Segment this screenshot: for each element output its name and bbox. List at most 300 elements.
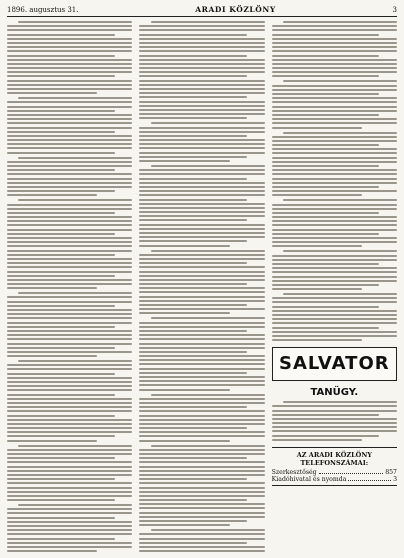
- text-line: [151, 250, 265, 252]
- text-line: [272, 110, 397, 112]
- text-line: [272, 212, 380, 214]
- text-paragraph: [139, 21, 264, 119]
- text-line: [272, 255, 397, 257]
- text-line: [139, 402, 264, 404]
- text-line: [272, 301, 397, 303]
- text-line: [139, 186, 264, 188]
- text-line: [139, 266, 264, 268]
- text-line: [272, 241, 397, 243]
- text-line: [7, 377, 132, 379]
- text-line: [139, 524, 229, 526]
- text-line: [139, 435, 264, 437]
- text-line: [139, 482, 264, 484]
- text-line: [7, 431, 132, 433]
- text-line: [139, 538, 264, 540]
- text-paragraph: [7, 504, 132, 552]
- text-line: [272, 59, 397, 61]
- text-line: [18, 157, 132, 159]
- text-line: [139, 326, 264, 328]
- text-paragraph: [7, 292, 132, 357]
- header-date: 1896. augusztus 31.: [7, 6, 79, 14]
- text-line: [139, 406, 247, 408]
- text-line: [272, 322, 397, 324]
- text-line: [7, 178, 132, 180]
- text-line: [139, 296, 264, 298]
- text-line: [139, 84, 264, 86]
- text-line: [139, 135, 247, 137]
- text-line: [139, 512, 264, 514]
- telefon-row-1: [272, 469, 397, 476]
- text-line: [272, 50, 397, 52]
- text-line: [139, 275, 264, 277]
- text-line: [272, 165, 380, 167]
- column-1: [7, 21, 132, 553]
- text-line: [272, 314, 397, 316]
- text-line: [7, 29, 132, 31]
- column-3-articles: [272, 21, 397, 341]
- text-line: [272, 418, 397, 420]
- text-line: [7, 305, 115, 307]
- text-line: [272, 267, 397, 269]
- text-line: [7, 131, 115, 133]
- text-line: [139, 271, 264, 273]
- text-line: [7, 334, 132, 336]
- text-line: [7, 258, 132, 260]
- text-line: [139, 228, 264, 230]
- text-line: [139, 359, 264, 361]
- text-line: [139, 503, 264, 505]
- text-line: [7, 440, 97, 442]
- text-line: [139, 258, 264, 260]
- text-line: [272, 426, 397, 428]
- text-line: [139, 338, 264, 340]
- text-line: [7, 110, 115, 112]
- text-line: [7, 135, 132, 137]
- text-line: [139, 474, 264, 476]
- text-line: [151, 21, 265, 23]
- text-line: [7, 389, 132, 391]
- text-line: [7, 173, 132, 175]
- text-line: [272, 414, 380, 416]
- text-line: [7, 271, 132, 273]
- text-line: [139, 491, 264, 493]
- text-line: [7, 88, 132, 90]
- text-line: [139, 347, 264, 349]
- text-line: [272, 169, 397, 171]
- text-line: [139, 368, 264, 370]
- text-line: [139, 440, 229, 442]
- text-line: [7, 208, 132, 210]
- text-line: [7, 106, 132, 108]
- text-line: [18, 504, 132, 506]
- text-line: [139, 156, 247, 158]
- text-line: [272, 127, 362, 129]
- text-line: [7, 373, 115, 375]
- text-line: [7, 517, 115, 519]
- text-line: [272, 152, 397, 154]
- text-line: [7, 538, 115, 540]
- text-line: [139, 262, 247, 264]
- text-line: [7, 296, 132, 298]
- text-line: [272, 339, 362, 341]
- text-line: [139, 304, 247, 306]
- text-line: [139, 291, 264, 293]
- text-line: [7, 283, 132, 285]
- text-line: [7, 546, 132, 548]
- text-line: [7, 75, 115, 77]
- text-line: [272, 405, 397, 407]
- text-line: [7, 381, 132, 383]
- text-line: [139, 34, 247, 36]
- text-line: [139, 431, 264, 433]
- text-line: [272, 224, 397, 226]
- text-line: [139, 499, 247, 501]
- text-paragraph: [139, 165, 264, 247]
- text-line: [7, 229, 132, 231]
- text-line: [7, 42, 132, 44]
- text-line: [139, 63, 264, 65]
- text-line: [272, 42, 397, 44]
- text-line: [7, 84, 132, 86]
- text-line: [7, 355, 97, 357]
- text-paragraph: [272, 199, 397, 247]
- text-line: [272, 422, 397, 424]
- text-line: [7, 34, 115, 36]
- text-line: [139, 194, 264, 196]
- text-line: [7, 449, 132, 451]
- text-line: [139, 224, 264, 226]
- text-line: [7, 25, 132, 27]
- text-line: [139, 322, 264, 324]
- text-line: [139, 139, 264, 141]
- text-line: [139, 55, 247, 57]
- text-line: [7, 212, 115, 214]
- text-line: [7, 262, 132, 264]
- text-line: [7, 161, 132, 163]
- text-line: [139, 279, 264, 281]
- text-line: [139, 520, 247, 522]
- text-line: [139, 240, 247, 242]
- text-line: [139, 147, 264, 149]
- text-line: [272, 284, 380, 286]
- text-line: [139, 461, 264, 463]
- text-line: [272, 310, 397, 312]
- text-line: [139, 384, 264, 386]
- text-line: [272, 71, 397, 73]
- page-header: [7, 6, 397, 17]
- text-line: [7, 508, 132, 510]
- text-line: [272, 140, 397, 142]
- text-line: [272, 194, 362, 196]
- text-paragraph: [139, 394, 264, 442]
- text-line: [272, 157, 397, 159]
- text-line: [139, 113, 264, 115]
- ad-brand-name: SALVATOR: [279, 353, 390, 375]
- text-line: [7, 254, 115, 256]
- text-line: [139, 470, 264, 472]
- text-line: [139, 105, 264, 107]
- text-line: [272, 280, 397, 282]
- text-paragraph: [272, 293, 397, 341]
- text-line: [7, 309, 132, 311]
- text-line: [151, 122, 265, 124]
- text-line: [7, 38, 132, 40]
- text-line: [283, 401, 397, 403]
- text-line: [283, 293, 397, 295]
- text-line: [139, 29, 264, 31]
- text-line: [7, 241, 132, 243]
- text-paragraph: [7, 21, 132, 94]
- text-line: [272, 106, 397, 108]
- text-line: [139, 542, 247, 544]
- text-paragraph: [272, 21, 397, 77]
- text-line: [272, 178, 397, 180]
- text-line: [139, 199, 247, 201]
- text-line: [272, 204, 397, 206]
- text-line: [7, 71, 132, 73]
- text-paragraph: [139, 122, 264, 162]
- text-line: [7, 423, 132, 425]
- text-line: [7, 525, 132, 527]
- text-line: [139, 330, 247, 332]
- text-line: [139, 372, 247, 374]
- text-line: [7, 478, 115, 480]
- text-line: [139, 88, 264, 90]
- text-line: [139, 389, 229, 391]
- text-line: [139, 363, 264, 365]
- text-line: [7, 343, 132, 345]
- salvator-advertisement: [272, 347, 397, 381]
- text-line: [139, 71, 264, 73]
- text-line: [7, 127, 132, 129]
- text-line: [139, 398, 264, 400]
- text-line: [139, 75, 247, 77]
- text-line: [139, 46, 264, 48]
- text-line: [139, 419, 264, 421]
- text-line: [151, 529, 265, 531]
- text-line: [7, 322, 132, 324]
- text-line: [139, 190, 264, 192]
- text-line: [272, 55, 380, 57]
- text-line: [7, 275, 115, 277]
- text-line: [139, 236, 264, 238]
- text-line: [18, 97, 132, 99]
- text-line: [139, 376, 264, 378]
- text-line: [139, 152, 264, 154]
- text-line: [139, 232, 264, 234]
- text-line: [139, 283, 247, 285]
- text-line: [139, 533, 264, 535]
- text-line: [283, 80, 397, 82]
- text-line: [7, 118, 132, 120]
- text-line: [7, 59, 132, 61]
- text-line: [272, 101, 397, 103]
- text-line: [272, 75, 380, 77]
- text-line: [139, 351, 247, 353]
- text-line: [7, 114, 132, 116]
- text-line: [7, 139, 132, 141]
- text-line: [7, 410, 132, 412]
- text-line: [139, 427, 247, 429]
- text-line: [7, 351, 132, 353]
- text-line: [139, 59, 264, 61]
- text-line: [7, 474, 132, 476]
- text-line: [272, 148, 397, 150]
- text-line: [7, 143, 132, 145]
- text-line: [7, 470, 132, 472]
- telefon-title: AZ ARADI KÖZLÖNY TELEFONSZÁMAI:: [296, 450, 372, 467]
- text-paragraph: [7, 157, 132, 197]
- text-line: [7, 233, 115, 235]
- text-line: [272, 118, 397, 120]
- text-line: [139, 423, 264, 425]
- text-line: [7, 368, 132, 370]
- text-line: [139, 415, 264, 417]
- text-line: [7, 495, 132, 497]
- telefon-box: [272, 447, 397, 486]
- text-line: [139, 466, 264, 468]
- text-line: [272, 67, 397, 69]
- text-line: [7, 466, 132, 468]
- text-line: [139, 173, 264, 175]
- text-line: [272, 38, 397, 40]
- text-line: [139, 169, 264, 171]
- text-paragraph: [7, 97, 132, 153]
- text-paragraph: [272, 401, 397, 441]
- text-line: [272, 237, 397, 239]
- text-line: [272, 97, 397, 99]
- text-line: [272, 136, 397, 138]
- text-line: [139, 410, 264, 412]
- text-line: [7, 330, 132, 332]
- text-line: [7, 482, 132, 484]
- text-line: [272, 93, 380, 95]
- text-line: [139, 516, 264, 518]
- text-paragraph: [139, 445, 264, 527]
- text-line: [7, 101, 132, 103]
- text-line: [139, 160, 229, 162]
- text-line: [139, 478, 247, 480]
- text-line: [272, 46, 397, 48]
- text-line: [139, 127, 264, 129]
- text-line: [7, 279, 132, 281]
- text-line: [7, 266, 132, 268]
- text-line: [7, 182, 132, 184]
- text-line: [139, 92, 264, 94]
- text-line: [7, 92, 97, 94]
- text-line: [7, 435, 115, 437]
- text-line: [7, 317, 132, 319]
- text-line: [139, 25, 264, 27]
- text-line: [7, 169, 115, 171]
- text-line: [283, 199, 397, 201]
- text-line: [139, 42, 264, 44]
- masthead-title: ARADI KÖZLÖNY: [195, 5, 276, 14]
- telefon-row-2: [272, 476, 397, 483]
- text-line: [151, 317, 265, 319]
- text-line: [7, 364, 132, 366]
- article-columns: [7, 21, 397, 553]
- text-line: [272, 114, 380, 116]
- text-line: [7, 385, 132, 387]
- text-line: [139, 507, 264, 509]
- text-line: [7, 46, 132, 48]
- text-line: [7, 402, 132, 404]
- text-line: [139, 131, 264, 133]
- text-line: [139, 207, 264, 209]
- text-paragraph: [7, 360, 132, 442]
- text-line: [7, 190, 115, 192]
- text-line: [7, 165, 132, 167]
- text-line: [7, 80, 132, 82]
- telefon-label-2: Kiadóhivatal és nyomda: [271, 475, 347, 483]
- text-line: [7, 204, 132, 206]
- text-line: [272, 297, 397, 299]
- text-line: [7, 67, 132, 69]
- text-line: [139, 245, 229, 247]
- text-line: [7, 313, 132, 315]
- text-line: [272, 276, 397, 278]
- text-line: [139, 457, 247, 459]
- text-paragraph: [7, 445, 132, 501]
- dot-leader: [348, 476, 391, 481]
- text-line: [7, 224, 132, 226]
- text-line: [18, 21, 132, 23]
- text-line: [7, 499, 115, 501]
- text-line: [139, 287, 264, 289]
- text-line: [18, 292, 132, 294]
- text-line: [7, 63, 132, 65]
- text-line: [272, 216, 397, 218]
- text-line: [139, 211, 264, 213]
- telefon-value-1: 857: [385, 468, 397, 476]
- text-line: [272, 25, 397, 27]
- text-line: [139, 182, 264, 184]
- text-line: [151, 165, 265, 167]
- text-line: [7, 419, 132, 421]
- text-line: [7, 338, 132, 340]
- text-line: [139, 117, 247, 119]
- text-line: [272, 144, 380, 146]
- tanugy-article: [272, 401, 397, 441]
- text-line: [7, 453, 132, 455]
- text-line: [7, 50, 132, 52]
- text-line: [7, 152, 115, 154]
- text-paragraph: [272, 80, 397, 128]
- text-line: [7, 250, 132, 252]
- text-line: [139, 203, 264, 205]
- telefon-label-1: Szerkesztőség: [271, 468, 317, 476]
- text-line: [139, 215, 264, 217]
- text-line: [7, 186, 132, 188]
- text-line: [7, 461, 132, 463]
- text-line: [7, 216, 132, 218]
- text-line: [139, 80, 264, 82]
- text-line: [7, 301, 132, 303]
- text-line: [7, 347, 115, 349]
- text-paragraph: [272, 250, 397, 290]
- text-line: [18, 445, 132, 447]
- text-line: [7, 237, 132, 239]
- text-line: [139, 300, 264, 302]
- text-line: [7, 457, 115, 459]
- text-paragraph: [139, 250, 264, 315]
- text-line: [139, 355, 264, 357]
- text-line: [7, 512, 132, 514]
- text-line: [272, 263, 380, 265]
- text-line: [272, 271, 397, 273]
- text-line: [139, 101, 264, 103]
